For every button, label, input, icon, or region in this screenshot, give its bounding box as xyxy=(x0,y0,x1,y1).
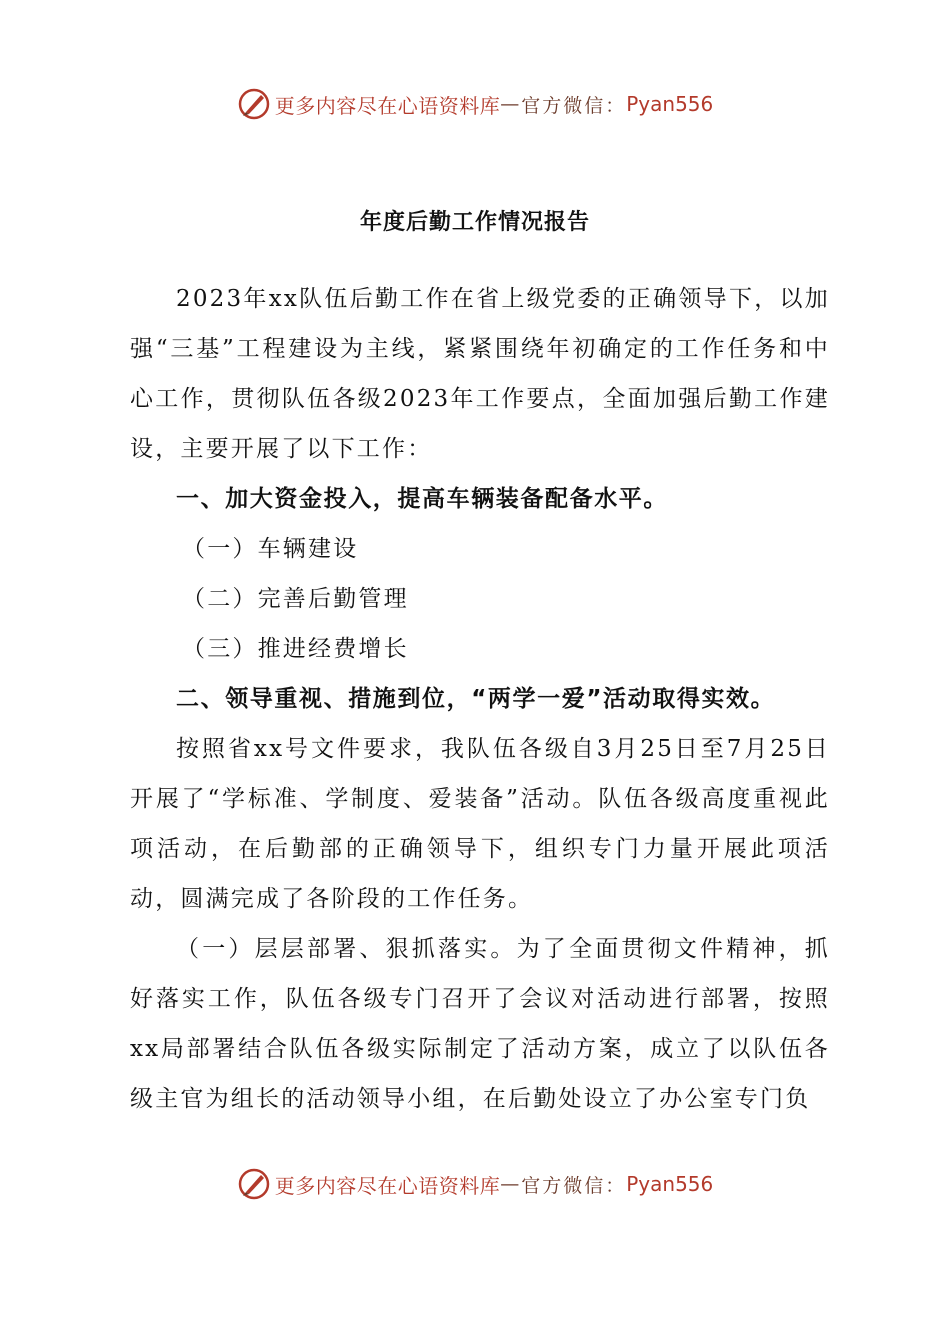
section2-paragraph-2: （一）层层部署、狠抓落实。为了全面贯彻文件精神，抓好落实工作，队伍各级专门召开了会议对活动进行部署，按照xx局部署结合队伍各级实际制定了活动方案，成立了以队伍各级主官为组长的活动领导小组，在后勤处设立了办公室专门负 xyxy=(130,936,830,1112)
document-body xyxy=(130,274,830,1124)
official-wechat-label: 官方微信： xyxy=(521,94,627,117)
section1-heading: 一、加大资金投入，提高车辆装备配备水平。 xyxy=(176,486,668,512)
section1-item: （二）完善后勤管理 xyxy=(182,586,409,612)
intro-paragraph: 2023年xx队伍后勤工作在省上级党委的正确领导下，以加强“三基”工程建设为主线，紧紧围绕年初确定的工作任务和中心工作，贯彻队伍各级2023年工作要点，全面加强后勤工作建设，主要开展了以下工作： xyxy=(130,286,830,462)
wechat-id: Pyan556 xyxy=(626,92,714,116)
banner-dash: — xyxy=(500,1173,522,1195)
footer-banner xyxy=(0,1164,950,1204)
pen-nib-logo-icon xyxy=(237,87,271,121)
section2-heading: 二、领导重视、措施到位，“两学一爱”活动取得实效。 xyxy=(176,686,776,712)
page-title: 年度后勤工作情况报告 xyxy=(359,210,590,235)
site-name: 更多内容尽在心语资料库 xyxy=(274,93,501,118)
site-name: 更多内容尽在心语资料库 xyxy=(274,1173,501,1198)
section1-item: （三）推进经费增长 xyxy=(182,636,409,662)
pen-nib-logo-icon xyxy=(237,1167,271,1201)
banner-dash: — xyxy=(500,93,522,115)
official-wechat-label: 官方微信： xyxy=(521,1174,627,1197)
wechat-id: Pyan556 xyxy=(626,1172,714,1196)
header-banner xyxy=(0,84,950,124)
section2-paragraph-1: 按照省xx号文件要求，我队伍各级自3月25日至7月25日开展了“学标准、学制度、爱装备”活动。队伍各级高度重视此项活动，在后勤部的正确领导下，组织专门力量开展此项活动，圆满完成了各阶段的工作任务。 xyxy=(130,736,830,912)
section1-item: （一）车辆建设 xyxy=(182,536,359,562)
